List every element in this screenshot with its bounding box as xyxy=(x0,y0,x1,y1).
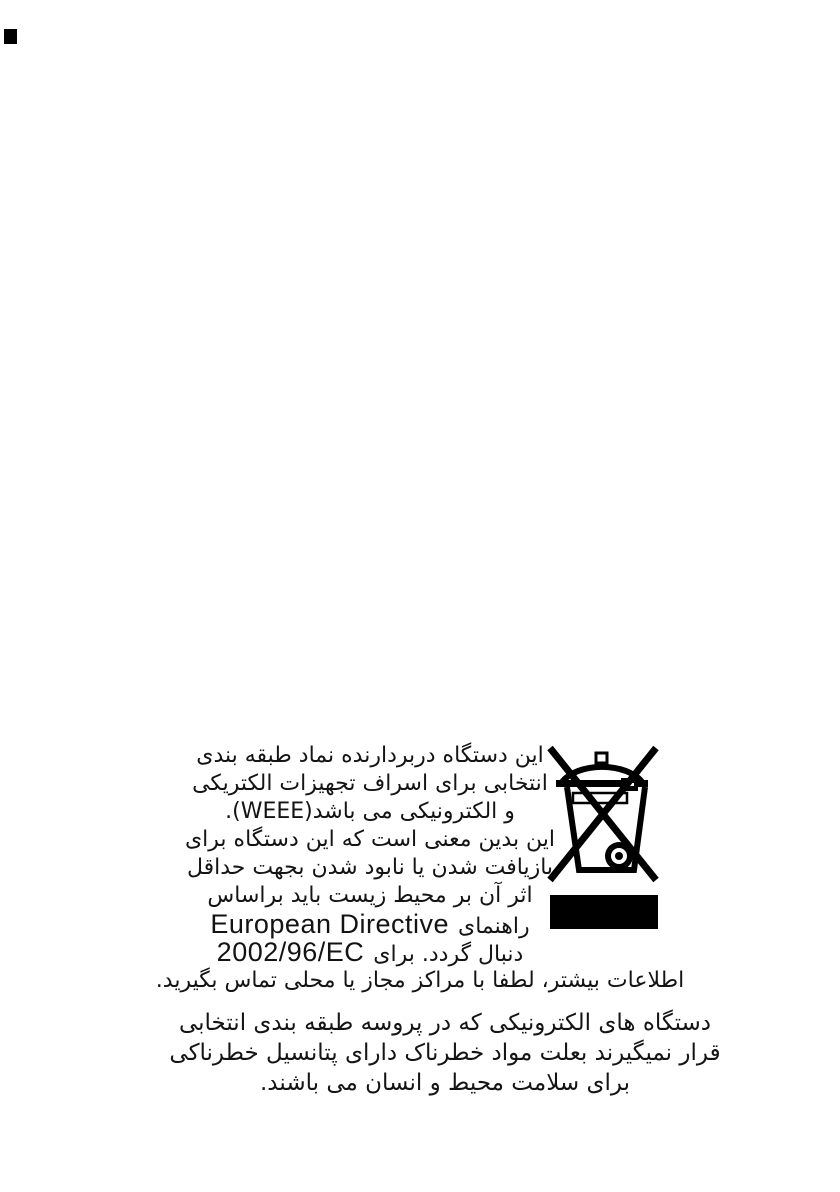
hazard-note-line: دستگاه های الکترونیکی که در پروسه طبقه بندی انتخابی xyxy=(178,1010,712,1036)
weee-crossed-bin-icon xyxy=(546,744,660,884)
european-directive-text: European Directive xyxy=(210,909,449,939)
corner-mark xyxy=(4,29,17,44)
weee-directive-code-line xyxy=(178,938,562,966)
directive-fa-text: راهنمای xyxy=(458,914,530,939)
weee-notice-line: بازیافت شدن یا نابود شدن بجهت حداقل xyxy=(186,855,554,880)
directive-code-fa-text: دنبال گردد. برای xyxy=(373,942,524,967)
weee-notice-paragraph xyxy=(178,742,562,966)
weee-notice-line: این دستگاه دربردارنده نماد طبقه بندی xyxy=(196,743,544,768)
weee-contact-line: اطلاعات بیشتر، لطفا با مراکز مجاز یا محلی تماس بگیرید. xyxy=(155,968,685,993)
weee-notice-line: این بدین معنی است که این دستگاه برای xyxy=(184,827,556,852)
directive-code-text: 2002/96/EC xyxy=(216,937,365,967)
hazard-note-line: برای سلامت محیط و انسان می باشند. xyxy=(260,1070,630,1096)
black-bar xyxy=(550,895,658,929)
weee-notice-line: و الکترونیکی می باشد(WEEE). xyxy=(225,799,515,824)
weee-directive-line xyxy=(178,910,562,938)
hazard-note-line: قرار نمیگیرند بعلت مواد خطرناک دارای پتانسیل خطرناکی xyxy=(169,1040,721,1066)
weee-notice-line: اثر آن بر محیط زیست باید براساس xyxy=(207,883,533,908)
weee-notice-line: انتخابی برای اسراف تجهیزات الکتریکی xyxy=(192,771,548,796)
hazard-note-paragraph xyxy=(95,1008,795,1098)
